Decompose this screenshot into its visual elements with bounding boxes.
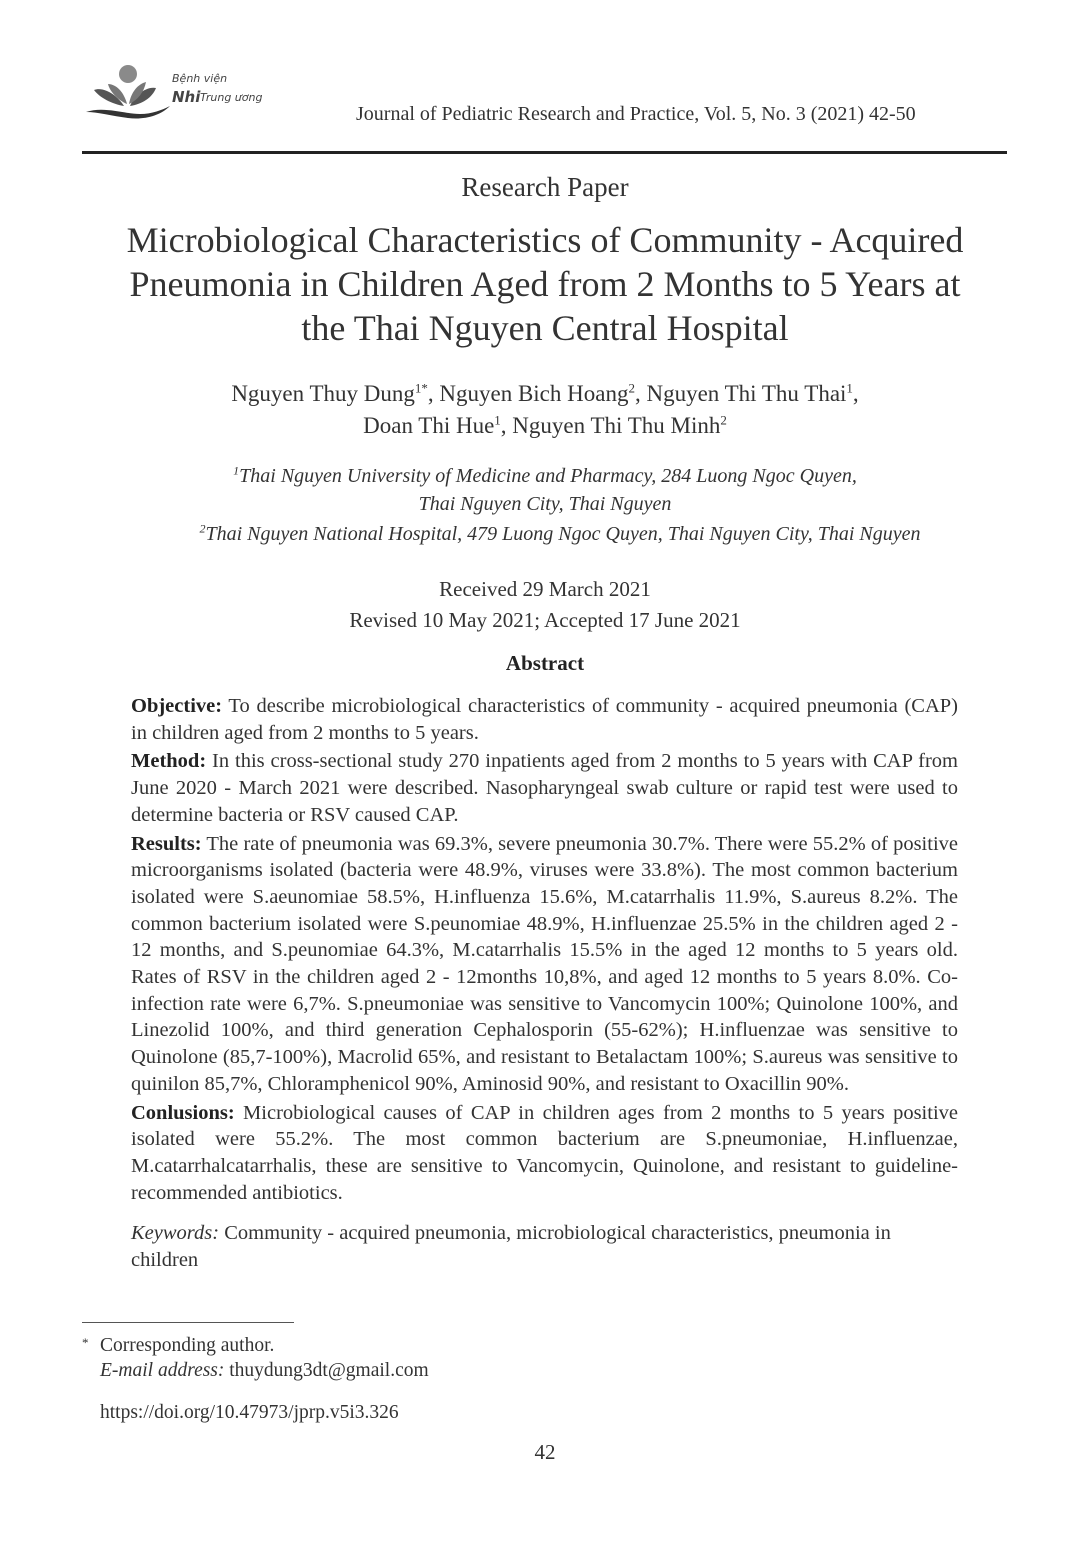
author-list [100, 378, 990, 442]
affiliation-1 [100, 462, 990, 518]
affiliation-text: Thai Nguyen National Hospital, 479 Luong Ngoc Quyen, Thai Nguyen City, Thai Nguyen [205, 523, 921, 545]
keywords [131, 1220, 958, 1273]
author-name: Nguyen Bich Hoang [439, 381, 629, 406]
author-sep: , [852, 381, 859, 406]
email-address: thuydung3dt@gmail.com [224, 1360, 429, 1381]
paper-type: Research Paper [461, 172, 629, 202]
doi-link[interactable]: https://doi.org/10.47973/jprp.v5i3.326 [100, 1402, 399, 1423]
email-line [82, 1358, 429, 1383]
author-name: Nguyen Thuy Dung [231, 381, 415, 406]
abstract-results [131, 831, 958, 1098]
section-label: Method: [131, 750, 207, 773]
footnote-marker: * [82, 1335, 89, 1350]
affiliation-sup: 2 [199, 521, 206, 536]
affiliation-sup: 1 [233, 463, 240, 478]
abstract-heading: Abstract [505, 651, 585, 675]
abstract-method [131, 748, 958, 828]
author-name: Nguyen Thi Thu Thai [646, 381, 847, 406]
author-affil-sup: 1 [494, 412, 501, 428]
author-affil-sup: 2 [628, 380, 635, 396]
author-affil-sup: 1 [846, 380, 853, 396]
author-name: Doan Thi Hue [363, 413, 495, 438]
abstract-body [131, 693, 958, 1276]
author-line [100, 410, 990, 442]
keywords-text: Community - acquired pneumonia, microbiological characteristics, pneumonia in children [131, 1222, 891, 1272]
lotus-logo-icon [84, 62, 174, 122]
corresponding-author-note: Corresponding author. [100, 1335, 275, 1356]
author-affil-sup: 1* [414, 380, 428, 396]
logo-text-line1: Bệnh viện [172, 72, 228, 85]
section-label: Conlusions: [131, 1101, 235, 1124]
journal-citation: Journal of Pediatric Research and Practice, Vol. 5, No. 3 (2021) 42-50 [356, 103, 916, 125]
keywords-label: Keywords: [131, 1222, 220, 1245]
hospital-logo [84, 62, 284, 122]
author-sep: , [427, 381, 440, 406]
section-text: Microbiological causes of CAP in children ages from 2 months to 5 years positive isolated were 55.2%. The most common bacterium are S.pneumoniae, H.influenzae, M.catarrhalcatarrhalis, these are sensitive to Vancomycin, Quinolone, and resistant to guideline-recommended antibiotics. [131, 1101, 958, 1204]
affiliation-text: Thai Nguyen University of Medicine and Pharmacy, 284 Luong Ngoc Quyen, [239, 465, 857, 487]
author-line [100, 378, 990, 410]
title-line: Pneumonia in Children Aged from 2 Months to 5 Years at [129, 264, 961, 304]
section-label: Results: [131, 832, 202, 855]
article-dates [100, 574, 990, 636]
author-sep: , [634, 381, 647, 406]
section-text: To describe microbiological characteristics of community - acquired pneumonia (CAP) in children aged from 2 months to 5 years. [131, 695, 958, 744]
footnote-rule [82, 1322, 294, 1323]
title-line: Microbiological Characteristics of Community - Acquired [126, 220, 964, 260]
author-affil-sup: 2 [720, 412, 727, 428]
affiliation-text: Thai Nguyen City, Thai Nguyen [418, 493, 672, 515]
page-number: 42 [534, 1440, 556, 1464]
author-name: Nguyen Thi Thu Minh [512, 413, 721, 438]
logo-text-line2: Trung ương [200, 91, 263, 104]
revised-accepted-dates: Revised 10 May 2021; Accepted 17 June 2021 [349, 608, 741, 632]
paper-title [100, 218, 990, 350]
section-text: In this cross-sectional study 270 inpatients aged from 2 months to 5 years with CAP from June 2020 - March 2021 were described. Nasopharyngeal swab culture or rapid test were used to determine bacteria or RSV caused CAP. [131, 750, 958, 826]
header-rule [82, 151, 1007, 154]
logo-text-bold: Nhi [172, 88, 201, 106]
received-date: Received 29 March 2021 [439, 577, 651, 601]
footnote [82, 1333, 429, 1383]
title-line: the Thai Nguyen Central Hospital [301, 308, 789, 348]
section-text: The rate of pneumonia was 69.3%, severe pneumonia 30.7%. There were 55.2% of positive microorganisms isolated (bacteria were 48.9%, viruses were 33.8%). The most common bacterium isolated were S.aeunomiae 58.5%, H.influenza 15.6%, M.catarrhalis 11.9%, S.aureus 8.2%. The common bacterium isolated were S.peunomiae 48.9%, H.influenzae 25.5% in the children aged 2 - 12 months, and S.peunomiae 64.3%, M.catarrhalis 15.5% in the aged 12 months to 5 years old. Rates of RSV in the children aged 2 - 12months 10,8%, and aged 12 months to 5 years 8.0%. Co-infection rate were 6,7%. S.pneumoniae was sensitive to Vancomycin 100%; Quinolone 100%, and Linezolid 100%, and third generation Cephalosporin (55-62%); H.influenzae was sensitive to Quinolone (85,7-100%), Macrolid 65%, and resistant to Betalactam 100%; S.aureus was sensitive to quinilon 85,7%, Chloramphenicol 90%, Aminosid 90%, and resistant to Oxacillin 90%. [131, 832, 958, 1095]
author-sep: , [500, 413, 513, 438]
abstract-conclusions [131, 1100, 958, 1207]
affiliation-2 [100, 520, 1020, 548]
section-label: Objective: [131, 695, 223, 717]
email-label: E-mail address: [100, 1360, 225, 1381]
abstract-objective [131, 693, 958, 746]
